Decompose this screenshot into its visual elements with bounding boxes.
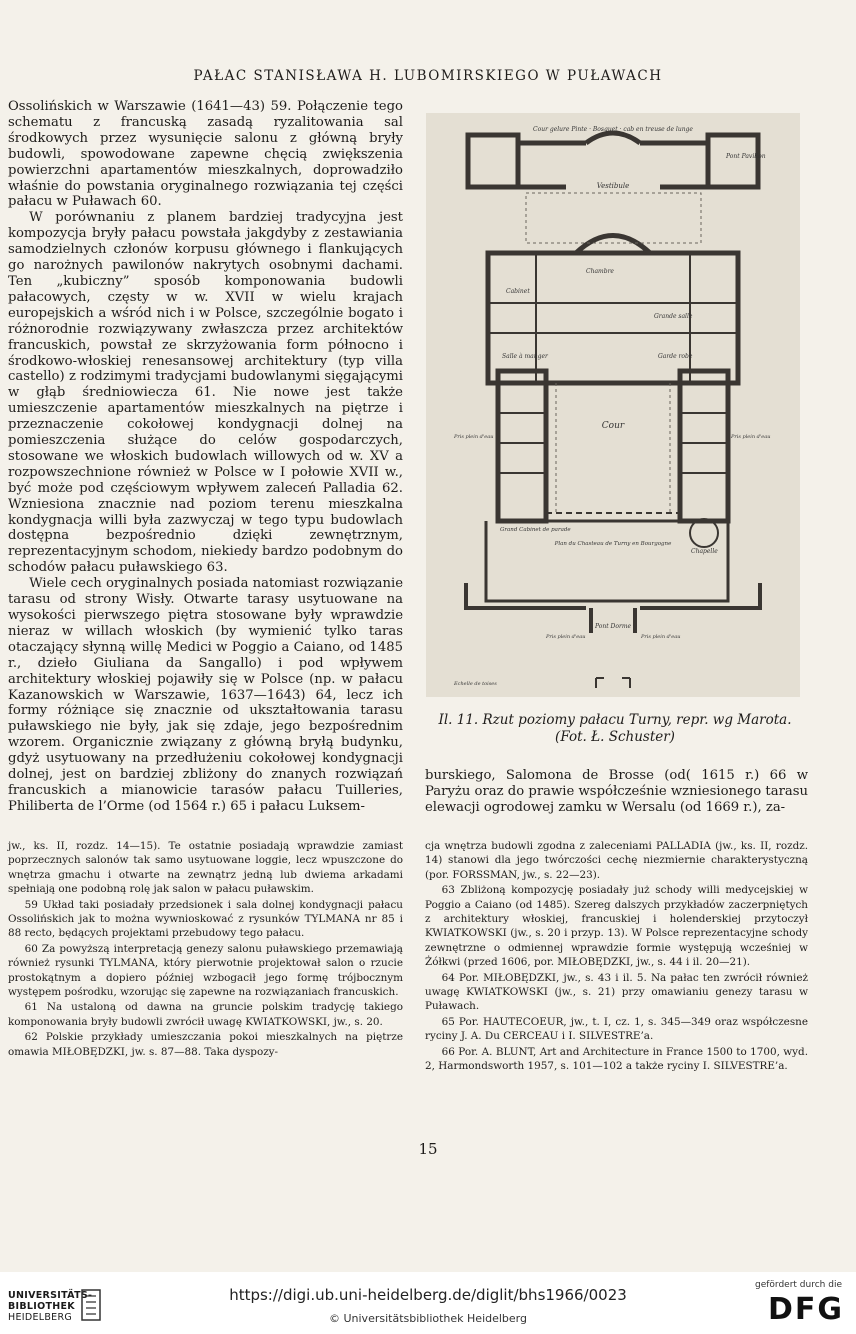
plan-label-cour: Cour: [601, 421, 625, 431]
caption-line-1: Il. 11. Rzut poziomy pałacu Turny, repr. wg Marota.: [438, 712, 792, 728]
figure-caption: [415, 712, 815, 745]
plan-label-bottom-left: Pris plein d'eau: [546, 634, 586, 640]
plan-label-chambre: Chambre: [586, 268, 614, 275]
main-text-left-column: [8, 99, 403, 815]
plan-label-center: Plan du Chasteau de Turny en Bourgogne: [554, 541, 672, 547]
floor-plan-drawing: [426, 113, 800, 697]
footnote-65: 65 Por. HAUTECOEUR, jw., t. I, cz. 1, s. 345—349 oraz współczesne ryciny J. A. Du CERCEAU i I. SILVESTRE’a.: [425, 1015, 808, 1043]
footnotes-right: [425, 839, 808, 1075]
paragraph: Ossolińskich w Warszawie (1641—43) 59. Połączenie tego schematu z francuską zasadą ryzalitowania sal środkowych przez wysunięcie salonu z główną bryły budowli, spowodowane zapewne chęcią zwiększenia powierzchni apartamentów mieszkalnych, doprowadziło właśnie do powstania oryginalnego rozwiązania tej części pałacu w Puławach 60.: [8, 99, 403, 210]
plan-label-chapelle: Chapelle: [691, 548, 718, 555]
footnotes-left: [8, 839, 403, 1060]
permalink-url[interactable]: https://digi.ub.uni-heidelberg.de/diglit/bhs1966/0023: [229, 1286, 627, 1304]
dfg-logo[interactable]: DFG: [767, 1292, 844, 1327]
plan-label-left-side: Pris plein d'eau: [454, 434, 494, 440]
plan-label-bottom-right: Pris plein d'eau: [641, 634, 681, 640]
page-number: 15: [418, 1140, 438, 1158]
running-header: PAŁAC STANISŁAWA H. LUBOMIRSKIEGO W PUŁAWACH: [193, 68, 663, 84]
plan-label-pont: Pont Dorme: [594, 623, 632, 630]
plan-label-vestibule: Vestibule: [596, 182, 630, 190]
paragraph: Wiele cech oryginalnych posiada natomiast rozwiązanie tarasu od strony Wisły. Otwarte tarasy usytuowane na wysokości pierwszego piętra stosowane były wprawdzie nieraz w willach włoskich (by wymienić tylko taras otaczający słynną willę Medici w Poggio a Caiano, od 1485 r., dzieło Giuliana da Sangallo) i pod wpływem architektury włoskiej pojawiły się w Polsce (np. w pałacu Kazanowskich w Warszawie, 1637—1643) 64, lecz ich formy różniące się znacznie od ukształtowania tarasu puławskiego nie były, jak się zdaje, jego bezpośrednim wzorem. Organicznie związany z główną bryłą budynku, gdyż usytuowany na przedłużeniu cokołowej kondygnacji dolnej, jest on bardziej zbliżony do znanych rozwiązań francuskich a mianowicie tarasów pałacu Tuilleries, Philiberta de l’Orme (od 1564 r.) 65 i pałacu Luksem-: [8, 576, 403, 814]
main-text-right-column: [425, 768, 808, 816]
plan-label-right-side: Pris plein d'eau: [731, 434, 771, 440]
library-name-line-2: BIBLIOTHEK: [8, 1301, 75, 1312]
copyright-notice: © Universitätsbibliothek Heidelberg: [328, 1312, 527, 1325]
funded-by-label: gefördert durch die: [755, 1280, 842, 1290]
plan-label-cabinet: Cabinet: [506, 288, 530, 295]
plan-label-pavilion: Pont Pavillon: [726, 153, 766, 160]
paragraph: W porównaniu z planem bardziej tradycyjna jest kompozycja bryły pałacu powstała jakgdyby z zestawiania samodzielnych członów korpusu głównego i flankujących go narożnych pawilonów nakrytych osobnymi dachami. Ten „kubiczny” sposób komponowania budowli pałacowych, częsty w w. XVII w wielu krajach europejskich a wśród nich i w Polsce, szczególnie bogato i różnorodnie rozwiązywany zwłaszcza przez architektów francuskich, powstał ze skrzyżowania form północno i środkowo-włoskiej renesansowej architektury (typ villa castello) z rodzimymi tradycjami budowlanymi sięgającymi w głąb średniowiecza 61. Nie nowe jest także umieszczenie apartamentów mieszkalnych na piętrze i przeznaczenie cokołowej kondygnacji dolnej na pomieszczenia służące do celów gospodarczych, stosowane we włoskich budowlach willowych od w. XV a rozpowszechnione również w Polsce w I połowie XVII w., być może pod częściowym wpływem zaleceń Palladia 62. Wzniesiona znacznie nad poziom terenu mieszkalna kondygnacja willi była zazwyczaj w tego typu budowlach dostępna bezpośrednio dzięki zewnętrznym, reprezentacyjnym schodom, niekiedy bardzo podobnym do schodów pałacu puławskiego 63.: [8, 210, 403, 576]
footnote-61: 61 Na ustaloną od dawna na gruncie polskim tradycję takiego komponowania bryły budowli zwrócił uwagę KWIATKOWSKI, jw., s. 20.: [8, 1001, 403, 1028]
plan-label-salle-manger: Salle à manger: [502, 353, 548, 360]
plan-label-garde-robe: Garde robe: [658, 353, 693, 360]
footnote-64: 64 Por. MIŁOBĘDZKI, jw., s. 43 i il. 5. Na pałac ten zwrócił również uwagę KWIATKOWSKI (jw., s. 21) przy omawianiu genezy tarasu w Puławach.: [425, 971, 808, 1013]
footnote-63: 63 Zbliżoną kompozycję posiadały już schody willi medycejskiej w Poggio a Caiano (od 1485). Szereg dalszych przykładów zaczerpniętych z architektury włoskiej, francuskiej i holenderskiej przytoczył KWIATKOWSKI (jw., s. 20 i przyp. 13). W Polsce reprezentacyjne schody zewnętrzne o odmiennej wprawdzie formie występują wcześniej w Żółkwi (przed 1606, por. MIŁOBĘDZKI, jw., s. 44 i il. 20—21).: [425, 884, 808, 969]
plan-label-top: Cour gelure Pinte · Bosquet · cab en treuse de lunge: [533, 126, 693, 133]
footnote-59: 59 Układ taki posiadały przedsionek i sala dolnej kondygnacji pałacu Ossolińskich jak to można wywnioskować z rysunków TYLMANA nr 85 i 88 recto, będących projektami przebudowy tego pałacu.: [8, 898, 403, 940]
caption-line-2: (Fot. Ł. Schuster): [555, 728, 675, 745]
footnote-62-continued: cja wnętrza budowli zgodna z zaleceniami PALLADIA (jw., ks. II, rozdz. 14) stanowi dla jego twórczości cechę niezmiernie charakterystyczną (por. FORSSMAN, jw., s. 22—23).: [425, 840, 808, 881]
footnote-continued: jw., ks. II, rozdz. 14—15). Te ostatnie posiadają wprawdzie zamiast poprzecznych salonów tak samo usytuowane loggie, lecz wpuszczone do wnętrza gmachu i otwarte na zewnątrz jedną lub dwiema arkadami spełniają one podobną rolę jak salon w pałacu puławskim.: [8, 840, 403, 896]
footnote-62: 62 Polskie przykłady umieszczania pokoi mieszkalnych na piętrze omawia MIŁOBĘDZKI, jw. s. 87—88. Taka dyspozy-: [8, 1031, 403, 1058]
footnote-60: 60 Za powyższą interpretacją genezy salonu puławskiego przemawiają również rysunki TYLMANA, który pierwotnie projektował salon o rzucie prostokątnym a dopiero później wzbogacił jego formę trójbocznym występem pośrodku, wzorując się zapewne na rozwiązaniach francuskich.: [8, 942, 403, 999]
paragraph: burskiego, Salomona de Brosse (od( 1615 r.) 66 w Paryżu oraz do prawie współcześnie wzniesionego tarasu elewacji ogrodowej zamku w Wersalu (od 1669 r.), za-: [425, 768, 808, 815]
viewer-footer: [0, 1272, 856, 1334]
library-name-line-1: UNIVERSITÄTS-: [8, 1290, 93, 1301]
library-name-line-3: HEIDELBERG: [8, 1312, 73, 1323]
plan-label-grand-cabinet: Grand Cabinet de parade: [500, 527, 571, 533]
floor-plan-figure: [426, 113, 800, 697]
plan-label-grand-salle: Grande salle: [654, 313, 693, 320]
footnote-66: 66 Por. A. BLUNT, Art and Architecture in France 1500 to 1700, wyd. 2, Harmondsworth 1957, s. 101—102 a także ryciny I. SILVESTRE’a.: [425, 1045, 808, 1073]
plan-label-scale: Echelle de toises: [454, 681, 497, 687]
